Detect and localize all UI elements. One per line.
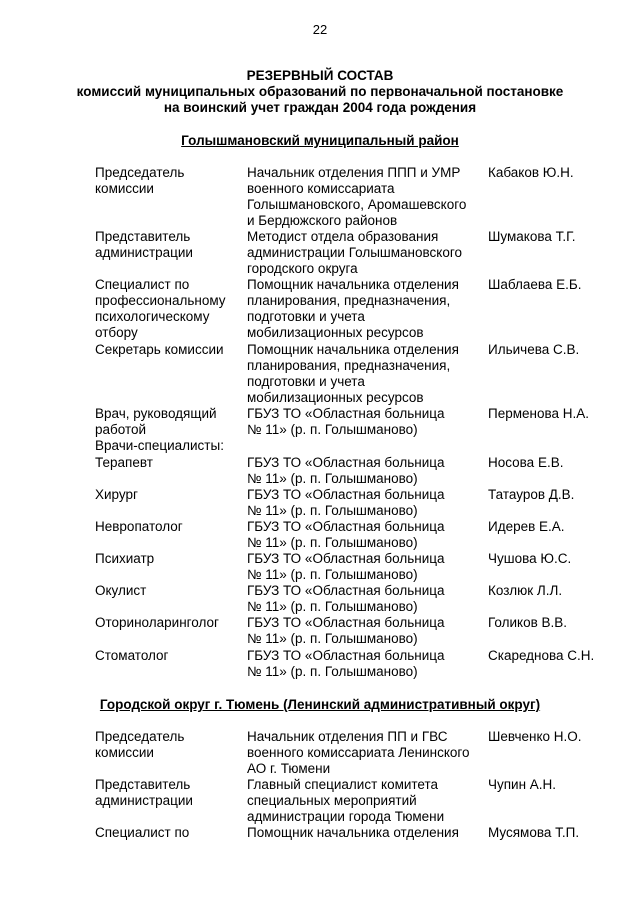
member-role-line: администрации [95, 245, 193, 260]
member-role [95, 551, 245, 567]
member-role-line: профессиональному [95, 293, 226, 308]
member-role [95, 229, 245, 261]
member-position-line: и Бердюжского районов [247, 213, 398, 228]
member-position-line: ГБУЗ ТО «Областная больница [247, 519, 445, 534]
member-position-line: № 11» (р. п. Голышманово) [247, 631, 418, 646]
member-position-line: Помощник начальника отделения [247, 277, 459, 292]
member-role [95, 729, 245, 761]
member-position-line: администрации Голышмановского [247, 245, 462, 260]
member-name: Голиков В.В. [488, 615, 568, 630]
member-position-line: ГБУЗ ТО «Областная больница [247, 551, 445, 566]
member-role-line: Секретарь комиссии [95, 342, 224, 357]
member-position-line: планирования, предназначения, [247, 293, 451, 308]
member-role [95, 583, 245, 599]
member-position [247, 729, 482, 777]
member-role-line: Окулист [95, 583, 147, 598]
member-name: Идерев Е.А. [488, 519, 565, 534]
member-position-line: подготовки и учета [247, 374, 365, 389]
member-role-line: психологическому [95, 309, 210, 324]
member-position-line: Голышмановского, Аромашевского [247, 197, 467, 212]
member-name: Шаблаева Е.Б. [488, 277, 582, 292]
member-position-line: № 11» (р. п. Голышманово) [247, 664, 418, 679]
member-role-line: Врачи-специалисты: [95, 438, 224, 453]
member-position [247, 455, 482, 487]
member-position-line: № 11» (р. п. Голышманово) [247, 567, 418, 582]
member-name: Носова Е.В. [488, 455, 564, 470]
member-name: Ильичева С.В. [488, 342, 580, 357]
member-position-line: специальных мероприятий [247, 793, 417, 808]
section-heading-tyumen: Городской округ г. Тюмень (Ленинский административный округ) [99, 697, 541, 712]
member-position-line: Главный специалист комитета [247, 777, 439, 792]
member-position-line: Начальник отделения ПП и ГВС [247, 729, 448, 744]
member-position-line: № 11» (р. п. Голышманово) [247, 535, 418, 550]
member-position-line: мобилизационных ресурсов [247, 325, 424, 340]
member-name: Скареднова С.Н. [488, 648, 595, 663]
member-position-line: мобилизационных ресурсов [247, 390, 424, 405]
member-position-line: ГБУЗ ТО «Областная больница [247, 615, 445, 630]
member-role [95, 487, 245, 503]
member-position-line: Помощник начальника отделения [247, 825, 459, 840]
member-position [247, 583, 482, 615]
member-role [95, 615, 245, 631]
member-role [95, 406, 245, 454]
member-role-line: Стоматолог [95, 648, 169, 663]
member-role [95, 648, 245, 664]
member-position-line: администрации города Тюмени [247, 809, 445, 824]
member-role-line: Специалист по [95, 277, 190, 292]
document-title [0, 68, 640, 116]
member-name: Чушова Ю.С. [488, 551, 572, 566]
member-position [247, 551, 482, 583]
title-line-2: комиссий муниципальных образований по первоначальной постановке [76, 84, 564, 99]
member-role-line: отбору [95, 325, 138, 340]
member-position [247, 165, 482, 229]
member-name: Козлюк Л.Л. [488, 583, 563, 598]
section-heading-golyshmanovo: Голышмановский муниципальный район [181, 133, 459, 148]
member-position-line: ГБУЗ ТО «Областная больница [247, 487, 445, 502]
title-line-3: на воинский учет граждан 2004 года рождения [163, 100, 477, 115]
member-role [95, 165, 245, 197]
member-role [95, 777, 245, 809]
member-role [95, 277, 245, 341]
member-position-line: Помощник начальника отделения [247, 342, 459, 357]
member-position-line: военного комиссариата [247, 181, 395, 196]
member-role-line: комиссии [95, 181, 154, 196]
member-role-line: администрации [95, 793, 193, 808]
member-position-line: подготовки и учета [247, 309, 365, 324]
member-position-line: № 11» (р. п. Голышманово) [247, 471, 418, 486]
member-position [247, 519, 482, 551]
member-position-line: Методист отдела образования [247, 229, 439, 244]
member-position-line: ГБУЗ ТО «Областная больница [247, 406, 445, 421]
member-position [247, 825, 482, 841]
member-role-line: Представитель [95, 229, 191, 244]
member-role-line: Психиатр [95, 551, 155, 566]
member-role [95, 342, 245, 358]
member-role-line: комиссии [95, 745, 154, 760]
member-role-line: Специалист по [95, 825, 190, 840]
member-position-line: АО г. Тюмени [247, 761, 331, 776]
member-position [247, 648, 482, 680]
member-position-line: № 11» (р. п. Голышманово) [247, 422, 418, 437]
member-position [247, 615, 482, 647]
title-line-1: РЕЗЕРВНЫЙ СОСТАВ [246, 68, 394, 83]
member-role-line: Терапевт [95, 455, 153, 470]
member-position-line: № 11» (р. п. Голышманово) [247, 599, 418, 614]
member-position [247, 229, 482, 277]
member-position-line: ГБУЗ ТО «Областная больница [247, 648, 445, 663]
member-position-line: ГБУЗ ТО «Областная больница [247, 455, 445, 470]
member-position-line: № 11» (р. п. Голышманово) [247, 503, 418, 518]
member-role-line: Невропатолог [95, 519, 183, 534]
member-role-line: Председатель [95, 729, 185, 744]
member-position-line: Начальник отделения ППП и УМР [247, 165, 461, 180]
page-number: 22 [312, 22, 328, 37]
member-name: Перменова Н.А. [488, 406, 590, 421]
member-role-line: Врач, руководящий [95, 406, 217, 421]
member-position-line: ГБУЗ ТО «Областная больница [247, 583, 445, 598]
member-position [247, 487, 482, 519]
member-position-line: городского округа [247, 261, 358, 276]
member-name: Шумакова Т.Г. [488, 229, 576, 244]
member-role-line: Оториноларинголог [95, 615, 219, 630]
member-role [95, 519, 245, 535]
member-position [247, 277, 482, 341]
member-role-line: работой [95, 422, 147, 437]
member-name: Татауров Д.В. [488, 487, 575, 502]
member-name: Кабаков Ю.Н. [488, 165, 574, 180]
member-position [247, 342, 482, 406]
member-name: Шевченко Н.О. [488, 729, 582, 744]
member-role [95, 825, 245, 841]
member-position [247, 777, 482, 825]
member-role-line: Хирург [95, 487, 138, 502]
member-name: Мусямова Т.П. [488, 825, 580, 840]
member-role-line: Представитель [95, 777, 191, 792]
member-name: Чупин А.Н. [488, 777, 557, 792]
member-role [95, 455, 245, 471]
member-position [247, 406, 482, 438]
member-position-line: военного комиссариата Ленинского [247, 745, 470, 760]
member-role-line: Председатель [95, 165, 185, 180]
member-position-line: планирования, предназначения, [247, 358, 451, 373]
